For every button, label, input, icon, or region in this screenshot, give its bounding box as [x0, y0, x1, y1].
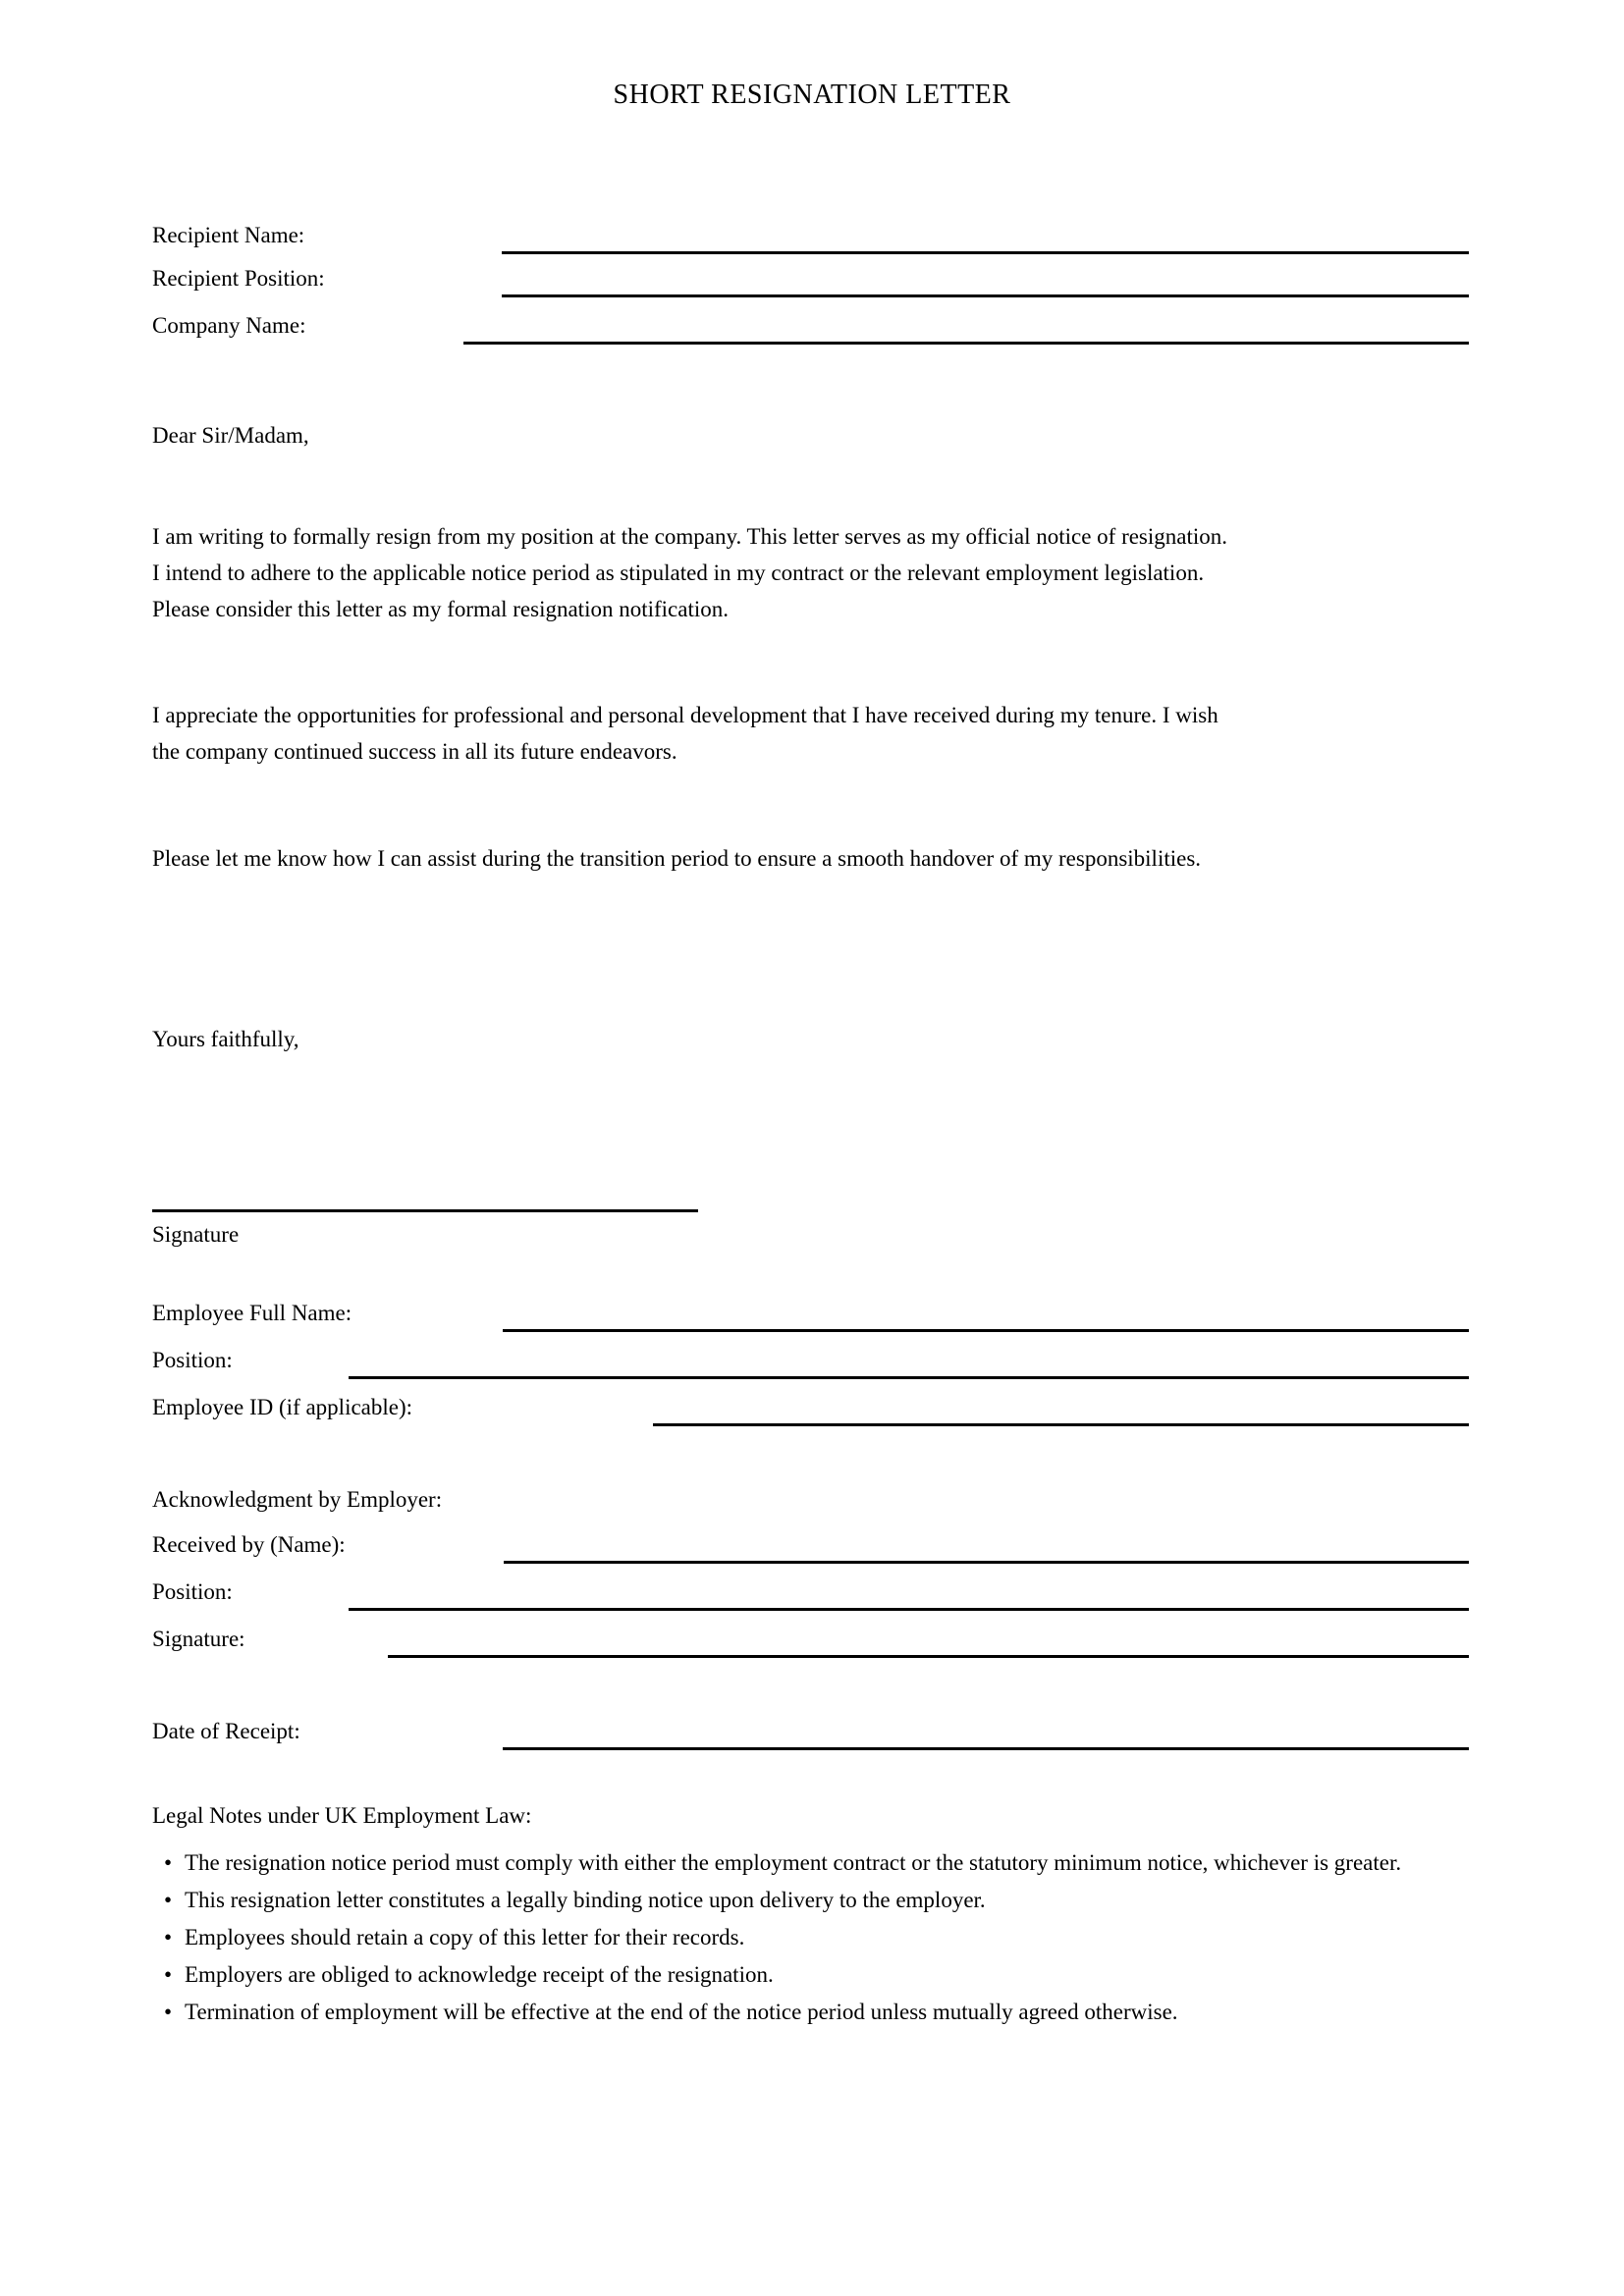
- received-by-input-rule[interactable]: [504, 1561, 1469, 1564]
- legal-notes-heading: Legal Notes under UK Employment Law:: [152, 1803, 532, 1828]
- employee-full-name-input-rule[interactable]: [503, 1329, 1469, 1332]
- legal-note-text: Employers are obliged to acknowledge receipt of the resignation.: [185, 1962, 774, 1987]
- legal-note-text: Termination of employment will be effective at the end of the notice period unless mutually agreed otherwise.: [185, 2000, 1178, 2024]
- page-title: SHORT RESIGNATION LETTER: [613, 80, 1011, 110]
- legal-notes-list: [152, 1844, 1624, 2031]
- company-name-label: Company Name:: [152, 313, 306, 338]
- bullet-icon: •: [164, 1888, 173, 1912]
- date-of-receipt-label: Date of Receipt:: [152, 1719, 300, 1743]
- salutation: Dear Sir/Madam,: [152, 423, 309, 448]
- body-paragraph-1: I am writing to formally resign from my position at the company. This letter serves as my official notice of resignation. I intend to adhere to the applicable notice period as stipulated in my contract or the relevant employment legislation. Please consider this letter as my formal resignation notification.: [152, 524, 1228, 621]
- acknowledgment-signature-input-rule[interactable]: [388, 1655, 1469, 1658]
- body-paragraph-2: I appreciate the opportunities for professional and personal development that I have received during my tenure. I wish the company continued success in all its future endeavors.: [152, 703, 1218, 764]
- bullet-icon: •: [164, 1962, 173, 1987]
- bullet-icon: •: [164, 2000, 173, 2024]
- legal-note-item: [152, 1844, 1624, 1882]
- legal-note-item: [152, 1919, 1624, 1956]
- bullet-icon: •: [164, 1925, 173, 1949]
- received-by-label: Received by (Name):: [152, 1532, 346, 1557]
- company-name-input-rule[interactable]: [463, 342, 1469, 345]
- recipient-name-label: Recipient Name:: [152, 223, 305, 247]
- acknowledgment-signature-label: Signature:: [152, 1627, 245, 1651]
- employee-id-input-rule[interactable]: [653, 1423, 1469, 1426]
- legal-note-item: [152, 1956, 1624, 1994]
- signature-caption: Signature: [152, 1222, 240, 1247]
- employee-full-name-label: Employee Full Name:: [152, 1301, 352, 1325]
- employee-position-label: Position:: [152, 1348, 233, 1372]
- acknowledgment-position-label: Position:: [152, 1579, 233, 1604]
- recipient-name-input-rule[interactable]: [502, 251, 1469, 254]
- legal-note-item: [152, 1882, 1624, 1919]
- legal-note-text: Employees should retain a copy of this letter for their records.: [185, 1925, 745, 1949]
- employee-position-input-rule[interactable]: [349, 1376, 1469, 1379]
- acknowledgment-heading: Acknowledgment by Employer:: [152, 1487, 443, 1512]
- legal-note-text: This resignation letter constitutes a legally binding notice upon delivery to the employer.: [185, 1888, 986, 1912]
- body-paragraph-3: Please let me know how I can assist during the transition period to ensure a smooth handover of my responsibilities.: [152, 846, 1202, 871]
- bullet-icon: •: [164, 1850, 173, 1875]
- acknowledgment-position-input-rule[interactable]: [349, 1608, 1469, 1611]
- signature-input-rule[interactable]: [152, 1209, 698, 1212]
- employee-id-label: Employee ID (if applicable):: [152, 1395, 413, 1419]
- recipient-position-label: Recipient Position:: [152, 266, 325, 291]
- date-of-receipt-input-rule[interactable]: [503, 1747, 1469, 1750]
- legal-note-item: [152, 1994, 1624, 2031]
- closing-salutation: Yours faithfully,: [152, 1027, 299, 1051]
- legal-note-text: The resignation notice period must comply with either the employment contract or the statutory minimum notice, whichever is greater.: [185, 1850, 1402, 1875]
- recipient-position-input-rule[interactable]: [502, 294, 1469, 297]
